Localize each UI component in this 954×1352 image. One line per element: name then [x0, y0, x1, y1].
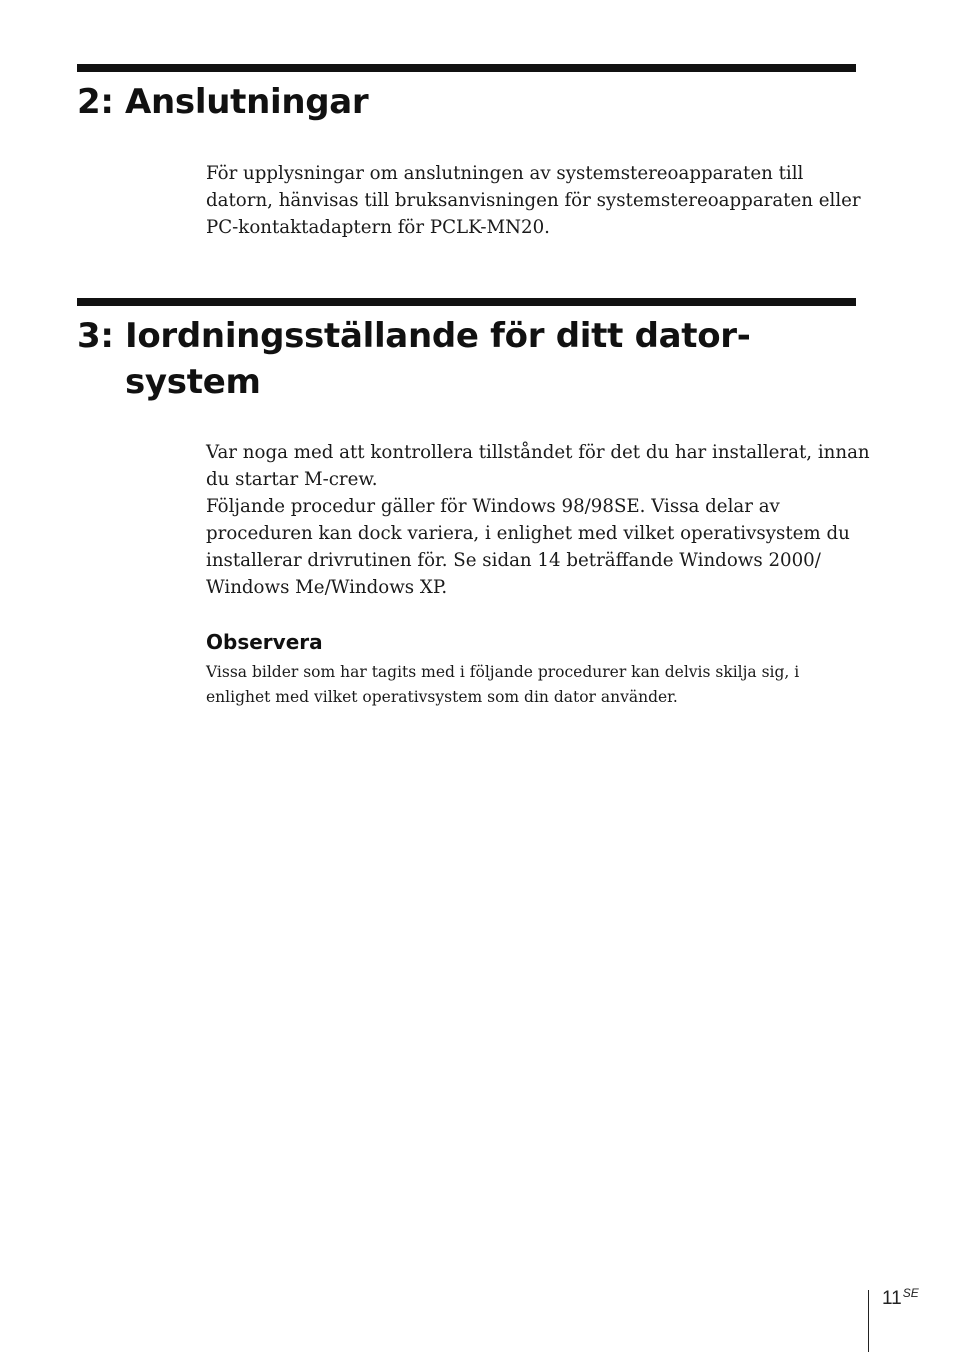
- body-line: För upplysningar om anslutningen av systemstereoapparaten till: [206, 163, 804, 184]
- section-rule: [77, 298, 856, 306]
- page-number: [882, 1286, 919, 1310]
- body-line: PC-kontaktadaptern för PCLK-MN20.: [206, 217, 550, 238]
- section-heading: [77, 82, 368, 122]
- section-title-continuation: system: [125, 362, 261, 402]
- body-line: Var noga med att kontrollera tillståndet för det du har installerat, innan: [206, 442, 870, 463]
- body-line: proceduren kan dock variera, i enlighet med vilket operativsystem du: [206, 523, 850, 544]
- note-heading: Observera: [206, 630, 323, 654]
- page-divider: [868, 1290, 869, 1352]
- section-body: [206, 439, 870, 601]
- page-number-suffix: SE: [902, 1286, 919, 1300]
- body-line: installerar drivrutinen för. Se sidan 14 beträffande Windows 2000/: [206, 550, 821, 571]
- section-number: 2:: [77, 82, 114, 122]
- section-heading: [77, 316, 751, 356]
- body-line: datorn, hänvisas till bruksanvisningen för systemstereoapparaten eller: [206, 190, 861, 211]
- section-body: [206, 160, 861, 241]
- section-number: 3:: [77, 316, 114, 356]
- note-line: enlighet med vilket operativsystem som din dator använder.: [206, 688, 678, 706]
- page-number-value: 11: [882, 1288, 902, 1309]
- body-line: Följande procedur gäller för Windows 98/98SE. Vissa delar av: [206, 496, 780, 517]
- note-body: [206, 660, 856, 710]
- section-rule: [77, 64, 856, 72]
- note-line: Vissa bilder som har tagits med i följande procedurer kan delvis skilja sig, i: [206, 663, 800, 681]
- body-line: Windows Me/Windows XP.: [206, 577, 448, 598]
- section-title: Anslutningar: [125, 82, 369, 122]
- body-line: du startar M-crew.: [206, 469, 378, 490]
- section-title: Iordningsställande för ditt dator-: [125, 316, 751, 356]
